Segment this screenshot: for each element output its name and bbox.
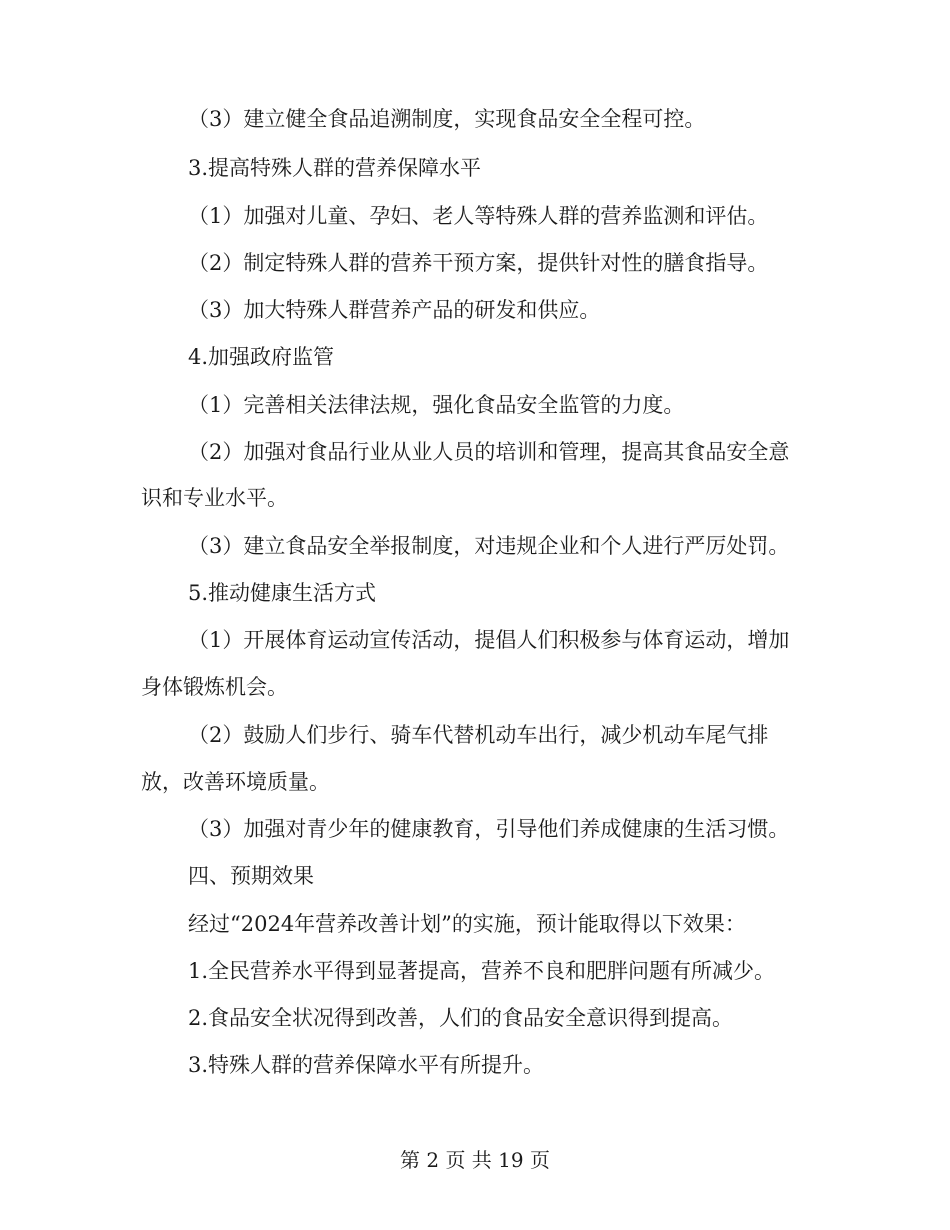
paragraph-line: 身体锻炼机会。 — [141, 675, 288, 699]
paragraph-line: （3）加强对青少年的健康教育，引导他们养成健康的生活习惯。 — [188, 817, 790, 841]
paragraph-line: 1.全民营养水平得到显著提高，营养不良和肥胖问题有所减少。 — [188, 959, 776, 983]
paragraph-line: （1）完善相关法律法规，强化食品安全监管的力度。 — [188, 393, 685, 417]
paragraph-line: （1）加强对儿童、孕妇、老人等特殊人群的营养监测和评估。 — [188, 204, 769, 228]
paragraph-line: （3）建立健全食品追溯制度，实现食品安全全程可控。 — [188, 107, 706, 131]
paragraph-line: 经过“2024年营养改善计划”的实施，预计能取得以下效果： — [188, 912, 746, 936]
footer-middle: 页 共 — [445, 1148, 492, 1172]
current-page-number: 2 — [426, 1148, 440, 1172]
section-heading: 4.加强政府监管 — [188, 345, 335, 369]
section-heading: 四、预期效果 — [188, 864, 314, 888]
paragraph-line: （3）加大特殊人群营养产品的研发和供应。 — [188, 298, 601, 322]
paragraph-line: （3）建立食品安全举报制度，对违规企业和个人进行严厉处罚。 — [188, 534, 790, 558]
paragraph-line: （1）开展体育运动宣传活动，提倡人们积极参与体育运动，增加 — [188, 628, 790, 652]
total-pages-number: 19 — [498, 1148, 524, 1172]
paragraph-line: 识和专业水平。 — [141, 486, 288, 510]
paragraph-line: （2）鼓励人们步行、骑车代替机动车出行，减少机动车尾气排 — [188, 723, 769, 747]
page-footer — [0, 1146, 950, 1174]
footer-suffix: 页 — [529, 1148, 550, 1172]
paragraph-line: （2）制定特殊人群的营养干预方案，提供针对性的膳食指导。 — [188, 251, 769, 275]
paragraph-line: 放，改善环境质量。 — [141, 770, 330, 794]
section-heading: 5.推动健康生活方式 — [188, 581, 377, 605]
paragraph-line: 2.食品安全状况得到改善，人们的食品安全意识得到提高。 — [188, 1006, 734, 1030]
footer-prefix: 第 — [400, 1148, 420, 1172]
paragraph-line: 3.特殊人群的营养保障水平有所提升。 — [188, 1053, 545, 1077]
paragraph-line: （2）加强对食品行业从业人员的培训和管理，提高其食品安全意 — [188, 440, 790, 464]
section-heading: 3.提高特殊人群的营养保障水平 — [188, 156, 482, 180]
